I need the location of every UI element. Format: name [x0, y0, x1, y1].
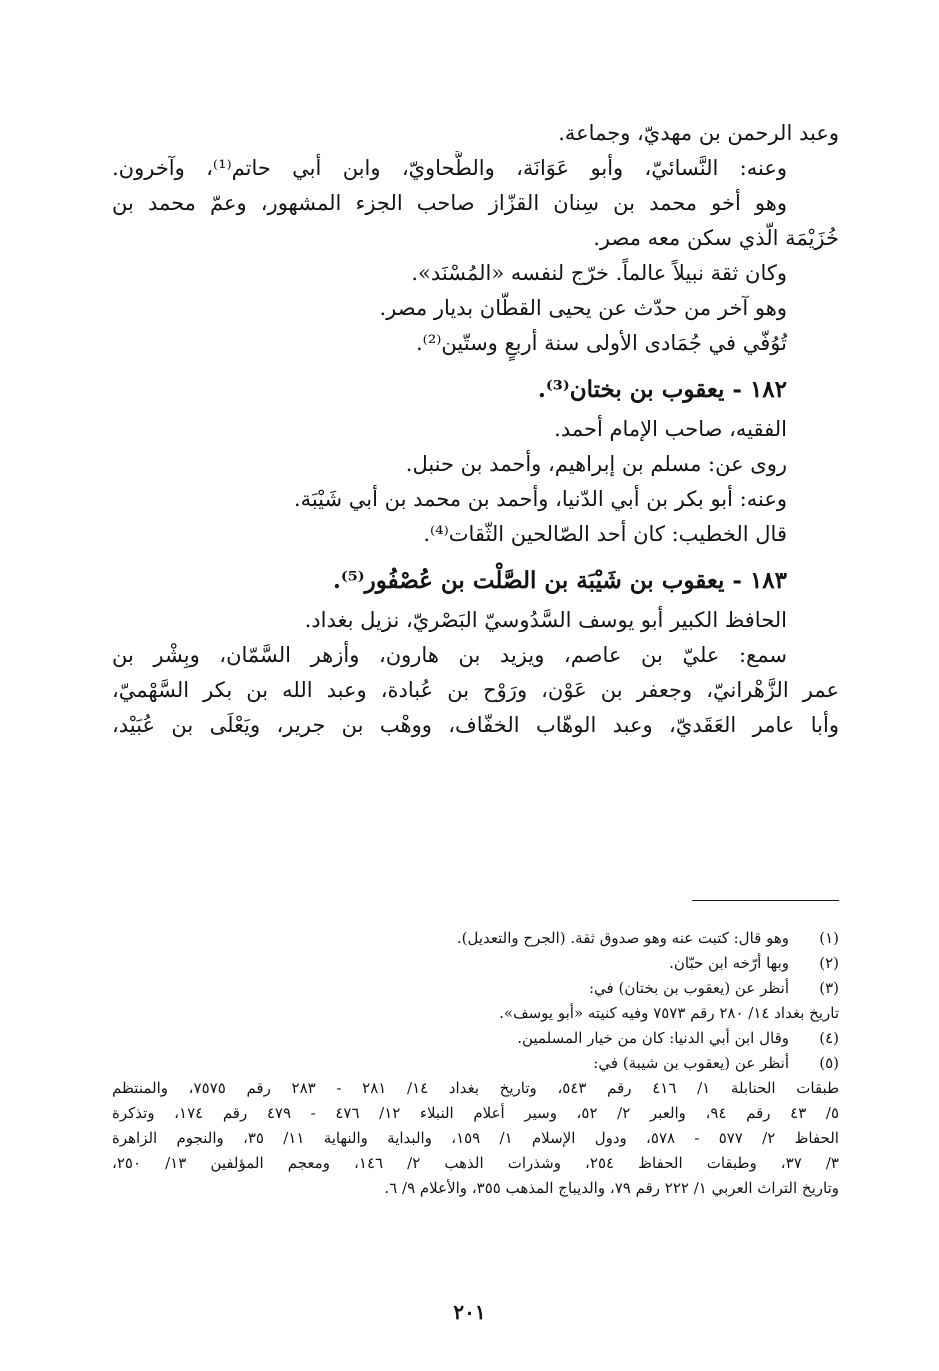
footnote-marker: (٢)	[819, 954, 839, 972]
footnotes	[112, 926, 839, 1201]
text-line: خُزَيْمَة الّذي سكن معه مصر.	[593, 226, 839, 250]
text-line: وأبا عامر العَقَديّ، وعبد الوهّاب الخفّاف، ووهْب بن جرير، ويَعْلَى بن عُبَيْد،	[112, 713, 839, 737]
text-line: سمع: عليّ بن عاصم، ويزيد بن هارون، وأزهر السَّمّان، وبِشْر بن	[112, 643, 787, 667]
text-line: الحافظ الكبير أبو يوسف السَّدُوسيّ البَصْريّ، نزيل بغداد.	[304, 608, 787, 632]
footnote-5-source-line: الحفاظ ٢/ ٥٧٧ - ٥٧٨، ودول الإسلام ١/ ١٥٩، والبداية والنهاية ١١/ ٣٥، والنجوم الزاهرة	[112, 1129, 839, 1147]
footnote-text: وهو قال: كتبت عنه وهو صدوق ثقة. (الجرح والتعديل).	[456, 929, 789, 947]
text-line: عمر الزَّهْرانيّ، وجعفر بن عَوْن، ورَوْح بن عُبادة، وعبد الله بن بكر السَّهْميّ،	[112, 678, 839, 702]
text-line: وعنه: أبو بكر بن أبي الدّنيا، وأحمد بن محمد بن أبي شَيْبَة.	[293, 487, 787, 511]
footnote-5-source-line: ٣/ ٣٧، وطبقات الحفاظ ٢٥٤، وشذرات الذهب ٢/ ١٤٦، ومعجم المؤلفين ١٣/ ٢٥٠،	[112, 1154, 839, 1172]
footnote-text: أنظر عن (يعقوب بن بختان) في:	[589, 979, 789, 997]
footnote-4	[112, 1026, 839, 1051]
page-number: ٢٠١	[453, 1300, 486, 1324]
footnote-3-continuation: تاريخ بغداد ١٤/ ٢٨٠ رقم ٧٥٧٣ وفيه كنيته «أبو يوسف».	[499, 1004, 839, 1022]
footnote-marker: (١)	[819, 929, 839, 947]
text-line: قال الخطيب: كان أحد الصّالحين الثّقات⁽⁴⁾.	[423, 522, 787, 546]
text-line: تُوُفّي في جُمَادى الأولى سنة أربعٍ وستّين⁽²⁾.	[415, 331, 787, 355]
text-line: الفقيه، صاحب الإمام أحمد.	[554, 417, 787, 441]
text-line: وكان ثقة نبيلاً عالماً. خرّج لنفسه «المُسْنَد».	[411, 261, 787, 285]
text-line: وهو أخو محمد بن سِنان القزّاز صاحب الجزء المشهور، وعمّ محمد بن	[112, 191, 787, 215]
footnote-2	[112, 951, 839, 976]
entry-heading-182: ١٨٢ - يعقوب بن بختان⁽³⁾.	[537, 376, 787, 403]
text-line: وعنه: النَّسائيّ، وأبو عَوَانَة، والطَّحاويّ، وابن أبي حاتم⁽¹⁾، وآخرون.	[112, 156, 787, 180]
footnote-separator	[692, 900, 839, 901]
footnote-text: وبها أرّخه ابن حبّان.	[669, 954, 789, 972]
footnote-5	[112, 1051, 839, 1076]
footnote-marker: (٣)	[819, 979, 839, 997]
footnote-text: أنظر عن (يعقوب بن شيبة) في:	[593, 1054, 789, 1072]
text-line: وعبد الرحمن بن مهديّ، وجماعة.	[558, 121, 839, 145]
footnote-3	[112, 976, 839, 1001]
footnote-5-source-line: طبقات الحنابلة ١/ ٤١٦ رقم ٥٤٣، وتاريخ بغداد ١٤/ ٢٨١ - ٢٨٣ رقم ٧٥٧٥، والمنتظم	[112, 1079, 839, 1097]
footnote-marker: (٤)	[819, 1029, 839, 1047]
footnote-text: وقال ابن أبي الدنيا: كان من خيار المسلمين.	[517, 1029, 789, 1047]
footnote-1	[112, 926, 839, 951]
footnote-5-source-line: ٥/ ٤٣ رقم ٩٤، والعبر ٢/ ٥٢، وسير أعلام النبلاء ١٢/ ٤٧٦ - ٤٧٩ رقم ١٧٤، وتذكرة	[112, 1104, 839, 1122]
text-line: وهو آخر من حدّث عن يحيى القطّان بديار مصر.	[379, 296, 787, 320]
footnote-marker: (٥)	[819, 1054, 839, 1072]
entry-heading-183: ١٨٣ - يعقوب بن شَيْبَة بن الصَّلْت بن عُصْفُور⁽⁵⁾.	[332, 567, 787, 594]
main-text	[112, 116, 839, 743]
text-line: روى عن: مسلم بن إبراهيم، وأحمد بن حنبل.	[405, 452, 787, 476]
footnote-5-source-line: وتاريخ التراث العربي ١/ ٢٢٢ رقم ٧٩، والديباج المذهب ٣٥٥، والأعلام ٩/ ٦.	[384, 1179, 839, 1197]
